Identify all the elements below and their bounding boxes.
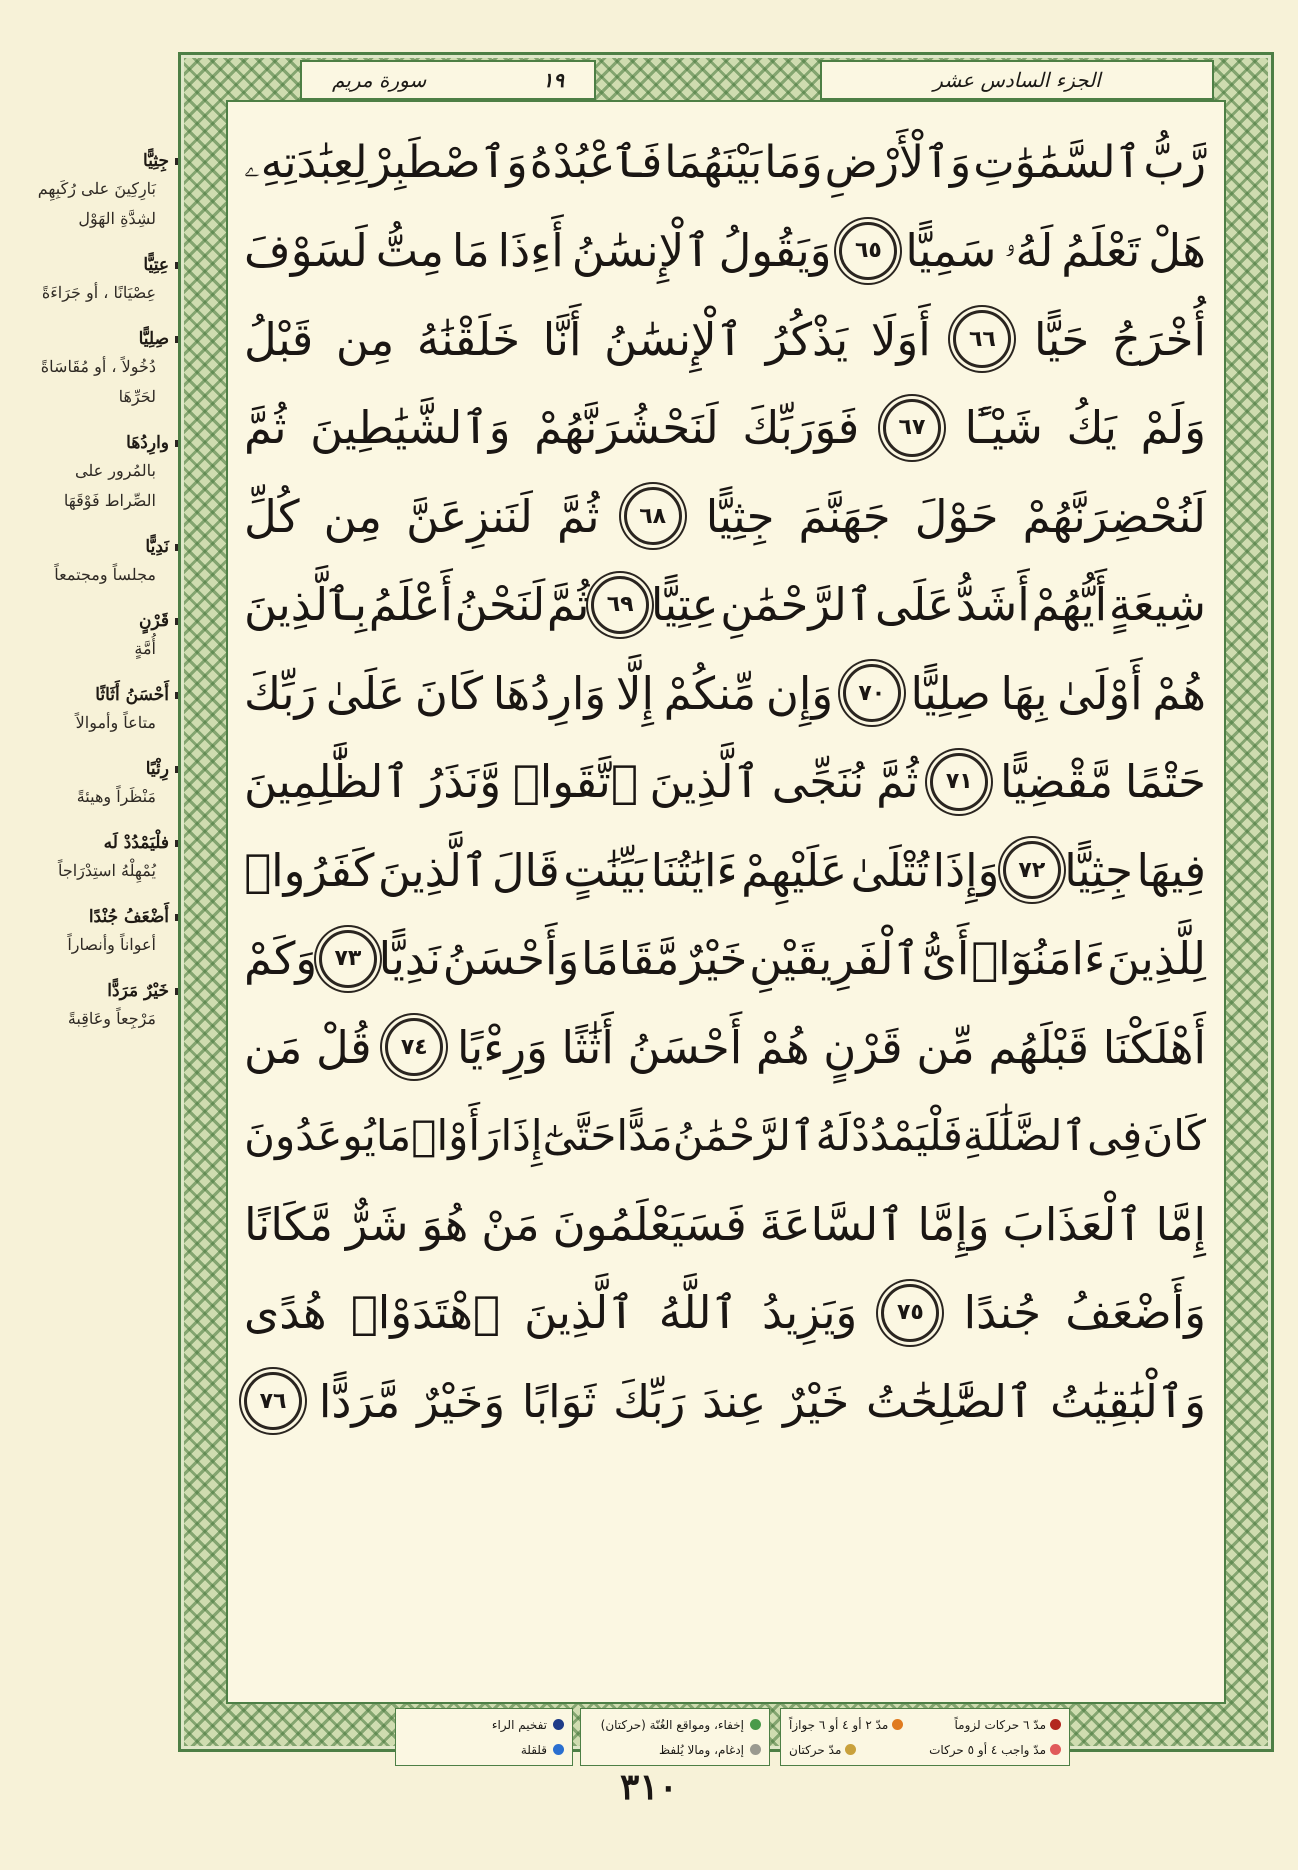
quran-word: جِثِيًّا	[1064, 843, 1133, 897]
quran-word: مِتُّ	[375, 224, 444, 278]
quran-word: لَهُۥ	[1004, 223, 1054, 277]
quran-word: كُلِّ	[244, 489, 300, 543]
surah-number: ١٩	[542, 68, 564, 92]
quran-word: ٱلسَّمَٰوَٰتِ	[973, 136, 1142, 188]
quran-word: أَحْسَنُ	[627, 1020, 743, 1074]
ayah-number-marker: ٧٠	[843, 664, 901, 722]
legend-madd45: مدّ واجب ٤ أو ٥ حركات	[929, 1742, 1046, 1757]
quran-word: أَشَدُّ	[955, 578, 1030, 632]
quran-line	[244, 738, 1206, 827]
quran-word: صِلِيًّا	[910, 666, 991, 720]
quran-word: وَيَزِيدُ	[762, 1286, 858, 1340]
qalqalah-dot-icon	[553, 1744, 564, 1755]
quran-word: وَارِدُهَا	[492, 666, 607, 720]
quran-word: ٱلْفَرِيقَيْنِ	[749, 932, 920, 986]
legend-madd246: مدّ ٢ أو ٤ أو ٦ جوازاً	[789, 1717, 889, 1732]
quran-word: هَلْ	[1148, 224, 1206, 278]
quran-word: حَتْمًا	[1124, 755, 1206, 809]
quran-word: ٱلرَّحْمَٰنِ	[720, 578, 874, 632]
glossary-definition: أعواناً وأنصاراً	[67, 935, 156, 954]
quran-word: مَّقْضِيًّا	[999, 755, 1114, 809]
juz-label	[820, 60, 1214, 100]
quran-word: خَيْرٌ	[783, 1374, 850, 1428]
glossary-term-text: جِثِيًّا	[143, 151, 169, 171]
quran-word: ثَوَابًا	[521, 1374, 597, 1428]
quran-word: إِلَّا	[615, 666, 654, 720]
glossary-definition: مجلساً ومجتمعاً	[54, 565, 156, 584]
quran-word: قَالَ	[491, 843, 560, 897]
legend-qalqalah: قلقلة	[520, 1742, 547, 1757]
quran-line	[244, 561, 1206, 650]
quran-word: فِى	[1087, 1111, 1143, 1161]
quran-word: عِتِيًّا	[650, 578, 719, 632]
quran-line	[244, 1003, 1206, 1092]
quran-word: ٱلصَّٰلِحَٰتُ	[866, 1374, 1034, 1428]
quran-word: وَإِذَا	[932, 843, 1000, 897]
legend-item	[789, 1718, 903, 1732]
glossary-entry	[24, 534, 182, 590]
glossary-definition: يُمْهِلْهُ استِدْرَاجاً	[57, 861, 156, 880]
glossary-entry	[24, 830, 182, 886]
quran-word: خَيْرٌ	[681, 932, 748, 986]
quran-word: قَرْنٍ	[823, 1020, 903, 1074]
ayah-number-marker: ٧٢	[1003, 841, 1061, 899]
quran-word: مَدًّا	[616, 1111, 673, 1161]
glossary-term-text: نَدِيًّا	[145, 537, 169, 557]
quran-word: رَبِّكَ	[613, 1374, 686, 1428]
quran-word: خَلَقْنَٰهُ	[416, 312, 521, 366]
quran-word: أَوَلَا	[870, 312, 931, 366]
glossary-term-text: أَحْسَنُ أَثَاثًا	[95, 685, 169, 705]
quran-word: تُتْلَىٰ	[850, 843, 930, 897]
quran-word: فَٱعْبُدْهُ	[529, 136, 663, 188]
quran-word: ٱهْتَدَوْا۟	[350, 1286, 500, 1340]
legend-item	[955, 1718, 1062, 1732]
legend-row	[404, 1743, 564, 1757]
ayah-number-marker: ٦٦	[953, 310, 1011, 368]
quran-word: لَنَنزِعَنَّ	[406, 489, 533, 543]
quran-word: ٱلظَّٰلِمِينَ	[244, 755, 410, 809]
madd2-dot-icon	[845, 1744, 856, 1755]
glossary-term	[24, 608, 182, 634]
legend-item	[929, 1743, 1061, 1757]
quran-word: بَيِّنَٰتٍ	[563, 843, 648, 897]
quran-word: عَلَىٰ	[325, 666, 406, 720]
glossary-entry	[24, 326, 182, 412]
quran-word: وَمَا	[764, 136, 823, 188]
quran-word: ءَامَنُوٓا۟	[971, 932, 1106, 986]
glossary-term-text: رِئْيًا	[145, 759, 169, 779]
quran-line	[244, 1180, 1206, 1269]
glossary-entry	[24, 430, 182, 516]
quran-word: قَبْلُ	[244, 312, 314, 366]
ayah-number-marker: ٧٤	[385, 1018, 443, 1076]
quran-word: مِن	[323, 489, 382, 543]
tajweed-legend-ghunnah	[580, 1708, 770, 1766]
glossary-entry	[24, 148, 182, 234]
glossary-definition: متاعاً وأموالاً	[75, 713, 156, 732]
quran-word: ٱلْإِنسَٰنُ	[571, 224, 711, 278]
glossary-term	[24, 756, 182, 782]
glossary-term	[24, 978, 182, 1004]
quran-line	[244, 472, 1206, 561]
quran-line	[244, 826, 1206, 915]
glossary-term	[24, 682, 182, 708]
ayah-number-marker: ٦٩	[591, 576, 649, 634]
glossary-term-text: خَيْرٌ مَرَدًّا	[107, 981, 169, 1001]
quran-word: هُوَ	[421, 1197, 469, 1251]
quran-word: أَءِذَا	[497, 224, 564, 278]
glossary-term	[24, 148, 182, 174]
quran-line	[244, 1357, 1206, 1446]
quran-word: وَأَحْسَنُ	[442, 932, 580, 986]
quran-word: حَيًّا	[1034, 312, 1090, 366]
quran-word: عِندَ	[702, 1374, 767, 1428]
quran-word: لَنُحْضِرَنَّهُمْ	[1022, 489, 1206, 543]
quran-word: ٱللَّهُ	[658, 1286, 738, 1340]
quran-word: وَلَمْ	[1140, 401, 1206, 455]
glossary-entry	[24, 756, 182, 812]
glossary-entry	[24, 608, 182, 664]
quran-line	[244, 207, 1206, 296]
tafkhim-dot-icon	[553, 1719, 564, 1730]
surah-title: سورة مريم	[332, 68, 427, 92]
ikhfa-dot-icon	[750, 1719, 761, 1730]
ayah-number-marker: ٧٦	[244, 1372, 302, 1430]
quran-line	[244, 1269, 1206, 1358]
legend-madd6: مدّ ٦ حركات لزوماً	[954, 1717, 1046, 1732]
quran-word: أَيُّهُمْ	[1031, 578, 1108, 632]
quran-word: هُمْ	[755, 1020, 810, 1074]
quran-word: فَلْيَمْدُدْ	[851, 1111, 963, 1161]
quran-word: مَنْ	[481, 1197, 540, 1251]
glossary-definition: عِصْيَانًا ، أو جَرَاءَةً	[41, 283, 156, 302]
quran-word: لَسَوْفَ	[244, 224, 368, 278]
legend-tafkhim: تفخيم الراء	[491, 1717, 547, 1732]
quran-word: سَمِيًّا	[905, 224, 997, 278]
quran-word: ٱلَّذِينَ	[524, 1286, 635, 1340]
quran-word: مَا	[451, 224, 490, 278]
quran-word: جُندًا	[963, 1286, 1042, 1340]
glossary-term-text: وارِدُهَا	[126, 433, 169, 453]
quran-word: ٱلَّذِينَ	[649, 755, 761, 809]
quran-word: شَرٌّ	[345, 1197, 409, 1251]
quran-word: وَإِن	[765, 666, 834, 720]
quran-word: لِعِبَٰدَتِهِۦ	[244, 136, 368, 188]
page-number: ٣١٠	[619, 1766, 678, 1808]
quran-word: مَن	[244, 1020, 303, 1074]
glossary-entry	[24, 904, 182, 960]
quran-word: مِّنكُمْ	[663, 666, 757, 720]
glossary-term	[24, 430, 182, 456]
ayah-number-marker: ٧٣	[319, 930, 377, 988]
glossary-term-text: صِلِيًّا	[138, 329, 169, 349]
quran-word: نَدِيًّا	[378, 932, 441, 986]
quran-word: أَىُّ	[921, 932, 970, 986]
legend-row	[789, 1718, 1061, 1732]
quran-word: وَٱلْبَٰقِيَٰتُ	[1050, 1374, 1206, 1428]
idgham-dot-icon	[750, 1744, 761, 1755]
quran-text	[244, 118, 1206, 1446]
quran-word: رَأَوْا۟	[411, 1111, 501, 1161]
quran-word: وَأَضْعَفُ	[1065, 1286, 1206, 1340]
glossary-definition: مَرْجِعاً وعَاقِبةً	[67, 1009, 156, 1028]
glossary-term	[24, 326, 182, 352]
quran-word: وَّنَذَرُ	[421, 755, 502, 809]
quran-word: ٱلضَّلَٰلَةِ	[962, 1111, 1088, 1161]
quran-line	[244, 118, 1206, 207]
quran-word: وَخَيْرٌ	[417, 1374, 506, 1428]
quran-word: وَٱلْأَرْضِ	[824, 136, 972, 188]
quran-word: وَكَمْ	[244, 932, 318, 986]
legend-item	[789, 1743, 856, 1757]
quran-word: ٱلسَّاعَةَ	[759, 1197, 905, 1251]
quran-word: كَفَرُوا۟	[244, 843, 375, 897]
glossary-definition: مَنْظَراً وهيئةً	[76, 787, 156, 806]
quran-word: أَوْلَىٰ	[1057, 666, 1143, 720]
quran-word: ءَايَٰتُنَا	[650, 843, 738, 897]
ayah-number-marker: ٧٥	[881, 1284, 939, 1342]
quran-word: عَلَيْهِمْ	[741, 843, 848, 897]
quran-word: وَيَقُولُ	[718, 224, 832, 278]
glossary-definition: بَارِكِينَ على رُكَبِهِم لشِدَّةِ الهَوْل	[37, 179, 156, 228]
quran-word: كَانَ	[414, 666, 484, 720]
quran-word: ثُمَّ	[546, 578, 590, 632]
quran-word: رَبِّكَ	[244, 666, 317, 720]
quran-word: ثُمَّ	[557, 489, 600, 543]
ayah-number-marker: ٧١	[930, 753, 988, 811]
quran-word: تَعْلَمُ	[1061, 224, 1141, 278]
legend-madd2: مدّ حركتان	[789, 1742, 842, 1757]
quran-line	[244, 915, 1206, 1004]
glossary-term-text: فلْيَمْدُدْ لَه	[103, 833, 169, 853]
glossary-definition: دُخُولاً ، أو مُقَاسَاةً لحَرِّهَا	[40, 357, 156, 406]
quran-word: وَٱصْطَبِرْ	[369, 136, 528, 188]
tajweed-legend-tafkhim	[395, 1708, 573, 1766]
tajweed-legend-madd	[780, 1708, 1070, 1766]
quran-word: لِلَّذِينَ	[1106, 932, 1206, 986]
quran-word: أَعْلَمُ	[368, 578, 453, 632]
quran-word: وَإِمَّا	[917, 1197, 990, 1251]
quran-word: ٱتَّقَوا۟	[512, 755, 638, 809]
madd45-dot-icon	[1050, 1744, 1061, 1755]
glossary-entry	[24, 978, 182, 1034]
quran-word: رَّبُّ	[1143, 136, 1206, 188]
margin-glossary	[24, 148, 182, 1052]
quran-word: لَهُ	[815, 1111, 851, 1161]
quran-word: وَرِءْيًا	[456, 1020, 548, 1074]
quran-word: جِثِيًّا	[705, 489, 775, 543]
quran-word: مِن	[335, 312, 395, 366]
legend-ikhfa: إخفاء، ومواقع الغُنّة (حركتان)	[600, 1717, 744, 1732]
glossary-entry	[24, 252, 182, 308]
glossary-definition: أُمَّةٍ	[134, 639, 156, 658]
quran-word: عَلَى	[874, 578, 955, 632]
quran-word: هُدًى	[244, 1286, 327, 1340]
quran-word: مِّن	[916, 1020, 975, 1074]
quran-word: يَذْكُرُ	[765, 312, 849, 366]
madd246-dot-icon	[892, 1719, 903, 1730]
quran-word: ٱلرَّحْمَٰنُ	[672, 1111, 816, 1161]
quran-word: ٱلْعَذَابَ	[1002, 1197, 1143, 1251]
quran-word: ثُمَّ	[244, 401, 287, 455]
quran-word: هُمْ	[1152, 666, 1206, 720]
quran-word: فَسَيَعْلَمُونَ	[552, 1197, 747, 1251]
juz-title: الجزء السادس عشر	[933, 68, 1101, 92]
quran-line	[244, 295, 1206, 384]
quran-word: جَهَنَّمَ	[798, 489, 891, 543]
quran-word: بَيْنَهُمَا	[664, 136, 763, 188]
glossary-entry	[24, 682, 182, 738]
quran-word: كَانَ	[1142, 1111, 1206, 1161]
quran-word: فِيهَا	[1136, 843, 1206, 897]
quran-word: يَكُ	[1066, 401, 1117, 455]
quran-line	[244, 649, 1206, 738]
quran-line	[244, 384, 1206, 473]
quran-word: ٱلَّذِينَ	[377, 843, 489, 897]
quran-word: أَنَّا	[542, 312, 582, 366]
glossary-term	[24, 904, 182, 930]
quran-word: أَهْلَكْنَا	[1102, 1020, 1206, 1074]
quran-word: فَوَرَبِّكَ	[742, 401, 860, 455]
legend-row	[789, 1743, 1061, 1757]
quran-word: لَنَحْنُ	[454, 578, 546, 632]
glossary-term	[24, 534, 182, 560]
quran-word: شَيْـًٔا	[964, 401, 1043, 455]
madd6-dot-icon	[1050, 1719, 1061, 1730]
ayah-number-marker: ٦٨	[624, 487, 682, 545]
quran-word: أَثَٰثًا	[561, 1020, 614, 1074]
quran-word: مَّقَامًا	[580, 932, 680, 986]
ayah-number-marker: ٦٥	[839, 222, 897, 280]
quran-word: بِٱلَّذِينَ	[244, 578, 368, 632]
quran-word: شِيعَةٍ	[1108, 578, 1206, 632]
glossary-term-text: أَضْعَفُ جُنْدًا	[88, 907, 169, 927]
legend-idgham: إدغام، ومالا يُلفظ	[658, 1742, 744, 1757]
surah-label	[300, 60, 596, 100]
quran-word: قُلْ	[316, 1020, 372, 1074]
quran-word: إِذَا	[500, 1111, 543, 1161]
quran-word: ثُمَّ	[876, 755, 919, 809]
glossary-term-text: قَرْنٍ	[139, 611, 169, 631]
glossary-term	[24, 830, 182, 856]
quran-line	[244, 1092, 1206, 1181]
quran-word: قَبْلَهُم	[988, 1020, 1090, 1074]
quran-word: مَا	[375, 1111, 412, 1161]
glossary-definition: بالمُرور على الصِّراط فَوْقَهَا	[63, 461, 156, 510]
quran-word: مَّكَانًا	[244, 1197, 333, 1251]
quran-word: نُنَجِّى	[771, 755, 865, 809]
legend-row	[589, 1743, 761, 1757]
glossary-term	[24, 252, 182, 278]
quran-word: بِهَا	[1000, 666, 1048, 720]
legend-row	[404, 1718, 564, 1732]
quran-word: لَنَحْشُرَنَّهُمْ	[534, 401, 719, 455]
quran-word: ٱلْإِنسَٰنُ	[604, 312, 744, 366]
glossary-term-text: عِتِيًّا	[143, 255, 169, 275]
quran-word: وَٱلشَّيَٰطِينَ	[310, 401, 511, 455]
ayah-number-marker: ٦٧	[883, 399, 941, 457]
quran-word: يُوعَدُونَ	[244, 1111, 376, 1161]
quran-word: مَّرَدًّا	[318, 1374, 401, 1428]
quran-word: إِمَّا	[1155, 1197, 1206, 1251]
quran-word: حَوْلَ	[914, 489, 999, 543]
quran-word: حَتَّىٰٓ	[542, 1111, 617, 1161]
quran-word: أُخْرَجُ	[1111, 312, 1206, 366]
legend-row	[589, 1718, 761, 1732]
